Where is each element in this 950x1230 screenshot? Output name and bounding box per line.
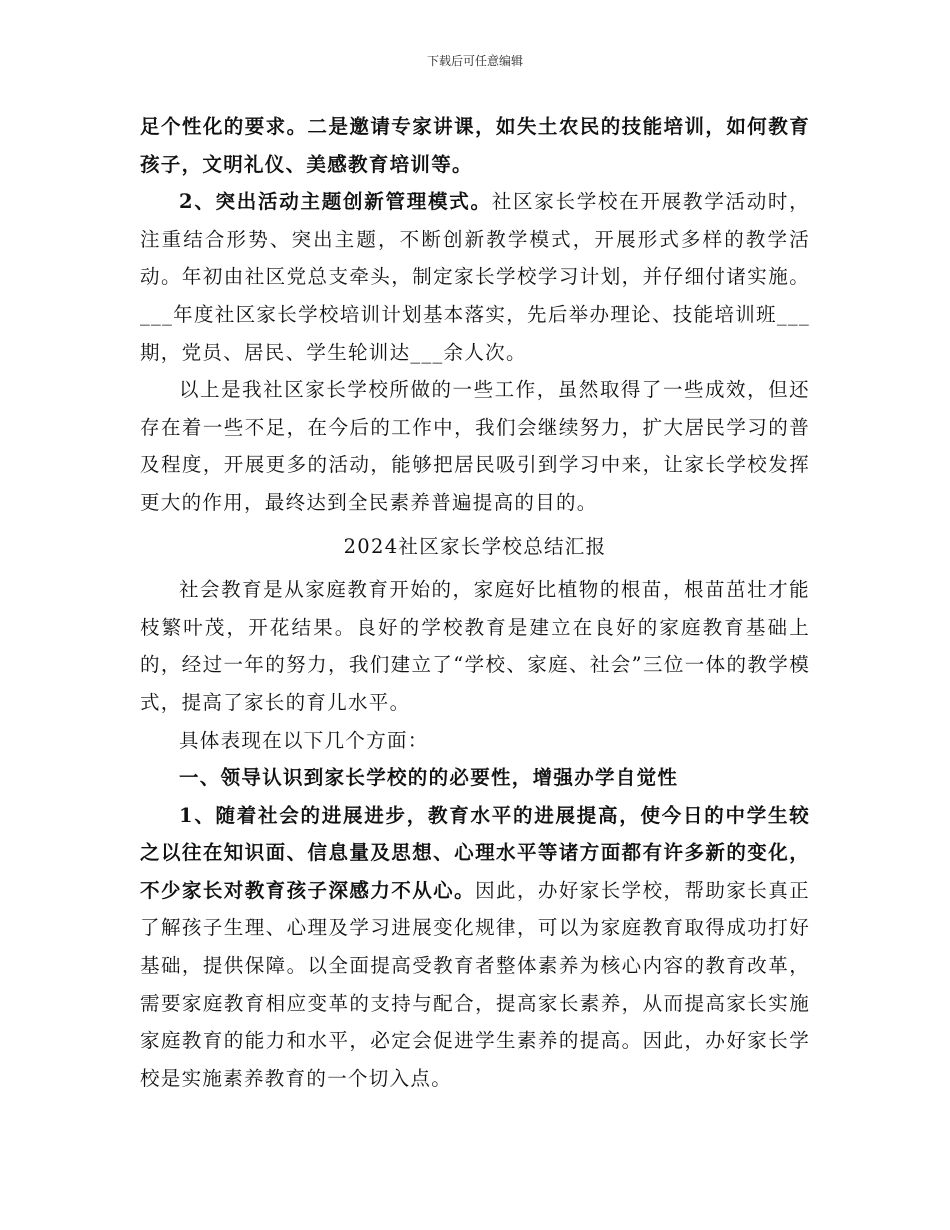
paragraph-2 (140, 183, 810, 371)
paragraph-3: 以上是我社区家长学校所做的一些工作，虽然取得了一些成效，但还存在着一些不足，在今后的工作中，我们会继续努力，扩大居民学习的普及程度，开展更多的活动，能够把居民吸引到学习中来，让家长学校发挥更大的作用，最终达到全民素养普遍提高的目的。 (140, 378, 810, 514)
paragraph-6-lead: 1、随着社会的进展进步，教育水平的进展提高，使今日的中学生较之以往在知识面、信息量及思想、心理水平等诸方面都有许多新的变化，不少家长对教育孩子深感力不从心。 (140, 803, 810, 902)
page-header: 下载后可任意编辑 (426, 54, 523, 68)
paragraph-5: 具体表现在以下几个方面： (179, 728, 429, 752)
paragraph-6 (140, 797, 810, 1098)
paragraph-2-text: 社区家长学校在开展教学活动时，注重结合形势、突出主题，不断创新教学模式，开展形式多样的教学活动。年初由社区党总支牵头，制定家长学校学习计划，并仔细付诸实施。___年度社区家长学校培训计划基本落实，先后举办理论、技能培训班___期，党员、居民、学生轮训达___余人次。 (140, 190, 810, 364)
heading-1: 一、领导认识到家长学校的的必要性，增强办学自觉性 (179, 766, 679, 790)
document-body (140, 108, 810, 1097)
paragraph-1: 足个性化的要求。二是邀请专家讲课，如失土农民的技能培训，如何教育孩子，文明礼仪、美感教育培训等。 (140, 115, 810, 176)
paragraph-4: 社会教育是从家庭教育开始的，家庭好比植物的根苗，根苗茁壮才能枝繁叶茂，开花结果。良好的学校教育是建立在良好的家庭教育基础上的，经过一年的努力，我们建立了“学校、家庭、社会”三位一体的教学模式，提高了家长的育儿水平。 (140, 578, 810, 714)
paragraph-6-text: 因此，办好家长学校，帮助家长真正了解孩子生理、心理及学习进展变化规律，可以为家庭教育取得成功打好基础，提供保障。以全面提高受教育者整体素养为核心内容的教育改革，需要家庭教育相应变革的支持与配合，提高家长素养，从而提高家长实施家庭教育的能力和水平，必定会促进学生素养的提高。因此，办好家长学校是实施素养教育的一个切入点。 (140, 878, 810, 1090)
section-title: 2024社区家长学校总结汇报 (343, 534, 607, 558)
paragraph-2-lead: 2、突出活动主题创新管理模式。 (179, 190, 492, 214)
